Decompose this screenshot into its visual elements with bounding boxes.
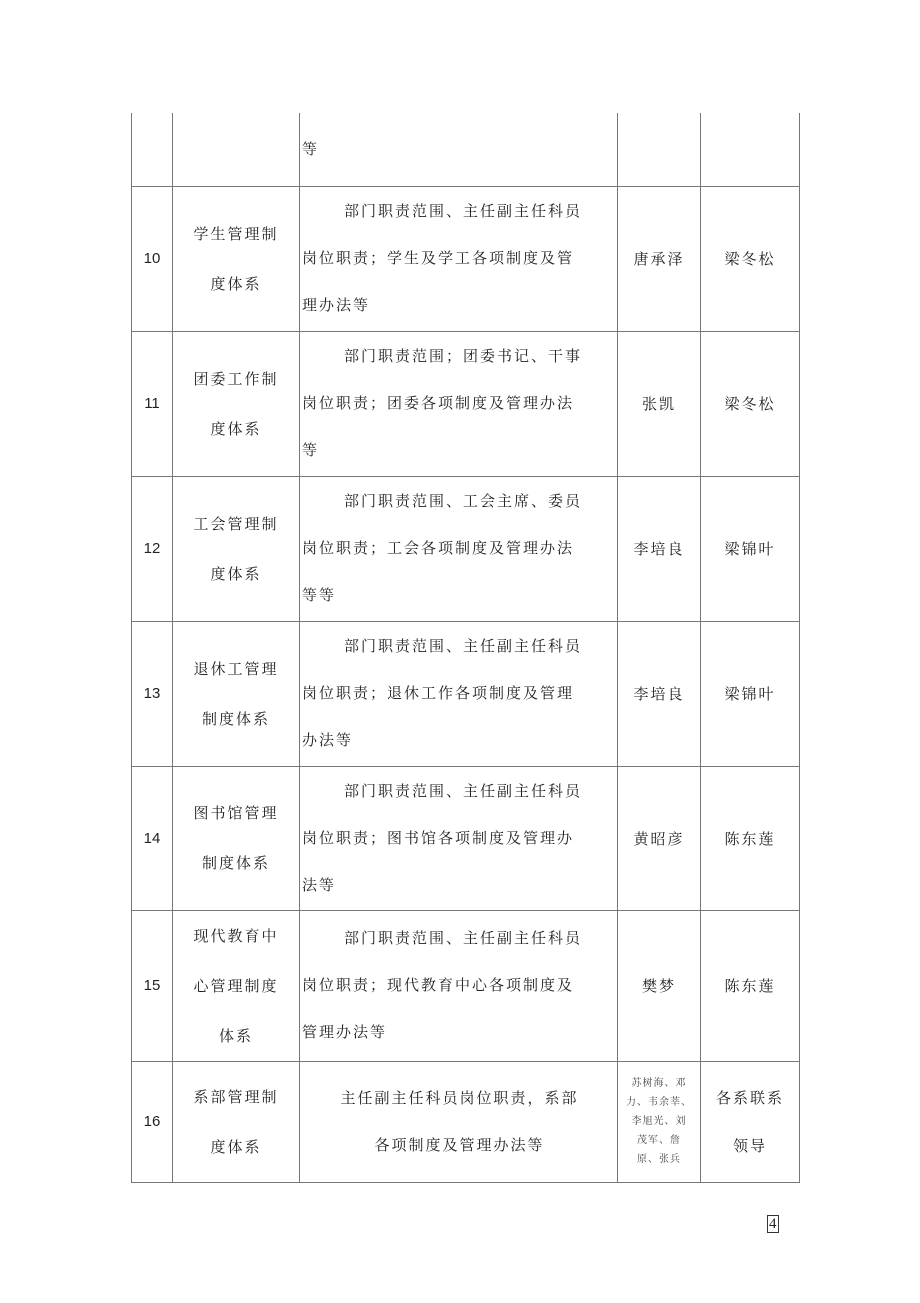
table-row [132,910,800,1061]
supervising-leader: 陈东莲 [701,766,800,910]
description-line: 部门职责范围；团委书记、干事 [344,347,583,365]
description [300,186,618,331]
system-name [173,910,300,1061]
system-name-line: 系部管理制 [193,1087,279,1106]
responsible-person-line: 力、韦余莘、 [626,1097,692,1108]
responsible-person: 黄昭彦 [618,766,701,910]
system-name-line: 体系 [218,1026,253,1045]
responsible-person-line: 原、张兵 [637,1154,681,1165]
supervising-leader-line: 领导 [732,1136,767,1155]
table-row [132,621,800,766]
system-name [173,331,300,476]
supervising-leader: 梁冬松 [701,331,800,476]
description-line: 部门职责范围、工会主席、委员 [344,492,583,510]
system-name-line: 制度体系 [201,709,270,728]
description-line: 各项制度及管理办法等 [374,1135,545,1154]
system-name-line: 度体系 [210,1137,262,1156]
responsible-person: 李培良 [618,476,701,621]
table-row [132,331,800,476]
description [300,1061,618,1182]
supervising-leader: 陈东莲 [701,910,800,1061]
row-number: 15 [132,910,173,1061]
row-number: 16 [132,1061,173,1182]
row-number: 10 [132,186,173,331]
description-line: 办法等 [302,731,354,749]
row-number: 12 [132,476,173,621]
supervising-leader-line: 各系联系 [715,1088,784,1107]
system-name-line: 度体系 [210,564,262,583]
description [300,910,618,1061]
description-line: 理办法等 [302,296,371,314]
description-line: 管理办法等 [302,1023,388,1041]
description-line: 岗位职责；团委各项制度及管理办法 [302,394,575,412]
responsible-person [618,113,701,186]
supervising-leader [701,113,800,186]
description [300,331,618,476]
responsible-person [618,1061,701,1182]
responsible-person: 李培良 [618,621,701,766]
description-line: 岗位职责；现代教育中心各项制度及 [302,976,575,994]
system-name [173,113,300,186]
description-line: 部门职责范围、主任副主任科员 [344,202,583,220]
row-number: 14 [132,766,173,910]
description-line: 部门职责范围、主任副主任科员 [344,637,583,655]
description-line: 法等 [302,875,337,894]
system-name-line: 工会管理制 [193,514,279,533]
system-name-line: 退休工管理 [193,659,279,678]
system-name-line: 现代教育中 [193,926,279,945]
system-name-line: 图书馆管理 [193,804,279,822]
system-name [173,766,300,910]
system-name [173,186,300,331]
supervising-leader: 梁锦叶 [701,621,800,766]
system-name [173,476,300,621]
table-row [132,1061,800,1182]
page-number: 4 [769,1216,777,1232]
description-line: 岗位职责；学生及学工各项制度及管 [302,249,575,267]
system-name-line: 度体系 [210,274,262,293]
description-line: 等 [302,139,320,158]
row-number: 11 [132,331,173,476]
system-name [173,621,300,766]
description-line: 岗位职责；图书馆各项制度及管理办 [302,828,575,847]
table-row [132,476,800,621]
system-name [173,1061,300,1182]
description-line: 部门职责范围、主任副主任科员 [344,781,583,800]
system-name-line: 度体系 [210,419,262,438]
supervising-leader [701,1061,800,1182]
description [300,113,618,186]
responsible-person-line: 李旭光、刘 [631,1116,687,1127]
table-row [132,766,800,910]
supervising-leader: 梁锦叶 [701,476,800,621]
system-name-line: 团委工作制 [193,369,279,388]
description [300,476,618,621]
description-line: 等等 [302,586,337,604]
responsible-person: 张凯 [618,331,701,476]
description [300,621,618,766]
description-line: 岗位职责；退休工作各项制度及管理 [302,684,575,702]
system-name-line: 学生管理制 [193,224,279,243]
responsible-person-line: 茂军、詹 [637,1135,681,1146]
system-name-line: 制度体系 [201,854,270,872]
row-number [132,113,173,186]
description-line: 等 [302,441,320,459]
responsible-person-line: 苏树海、邓 [631,1078,687,1089]
description-line: 主任副主任科员岗位职责，系部 [340,1088,579,1107]
responsible-person: 唐承泽 [618,186,701,331]
row-number: 13 [132,621,173,766]
responsibility-table [131,113,800,1183]
description-line: 岗位职责；工会各项制度及管理办法 [302,539,575,557]
description [300,766,618,910]
system-name-line: 心管理制度 [193,976,279,995]
table-row [132,113,800,186]
responsible-person: 樊梦 [618,910,701,1061]
table-row [132,186,800,331]
description-line: 部门职责范围、主任副主任科员 [344,929,583,947]
supervising-leader: 梁冬松 [701,186,800,331]
